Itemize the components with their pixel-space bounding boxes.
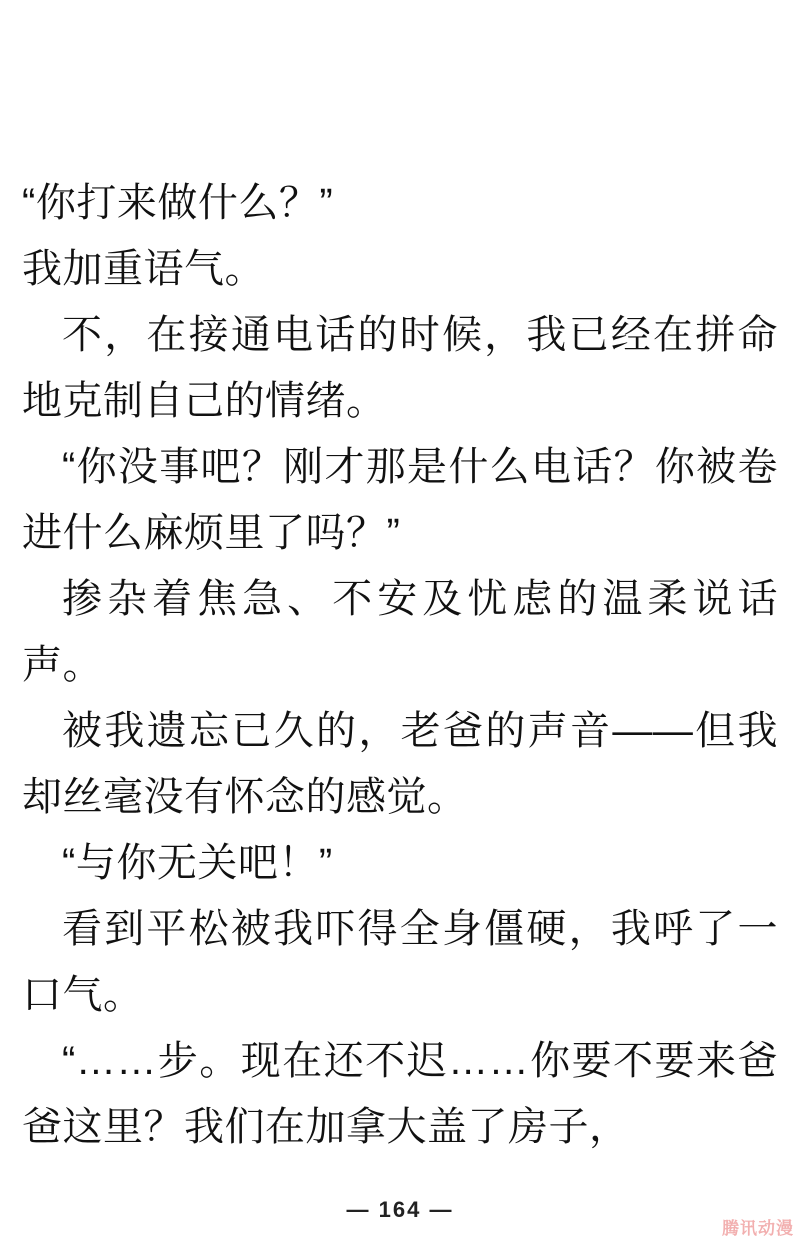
paragraph: “……步。现在还不迟……你要不要来爸爸这里？我们在加拿大盖了房子， (22, 1039, 778, 1149)
paragraph: 掺杂着焦急、不安及忧虑的温柔说话声。 (22, 577, 778, 687)
page-number-container (0, 1197, 800, 1223)
paragraph: 不，在接通电话的时候，我已经在拼命地克制自己的情绪。 (22, 313, 778, 423)
paragraph: 我加重语气。 (22, 247, 265, 291)
watermark-label: 腾讯动漫 (722, 1219, 794, 1238)
paragraph: 被我遗忘已久的，老爸的声音——但我却丝毫没有怀念的感觉。 (22, 709, 778, 819)
paragraph: 看到平松被我吓得全身僵硬，我呼了一口气。 (22, 907, 778, 1017)
page-number: — 164 — (346, 1197, 454, 1222)
page-body-text (22, 170, 778, 1160)
paragraph: “你打来做什么？” (22, 181, 334, 225)
paragraph: “你没事吧？刚才那是什么电话？你被卷进什么麻烦里了吗？” (22, 445, 778, 555)
paragraph: “与你无关吧！” (62, 841, 333, 885)
